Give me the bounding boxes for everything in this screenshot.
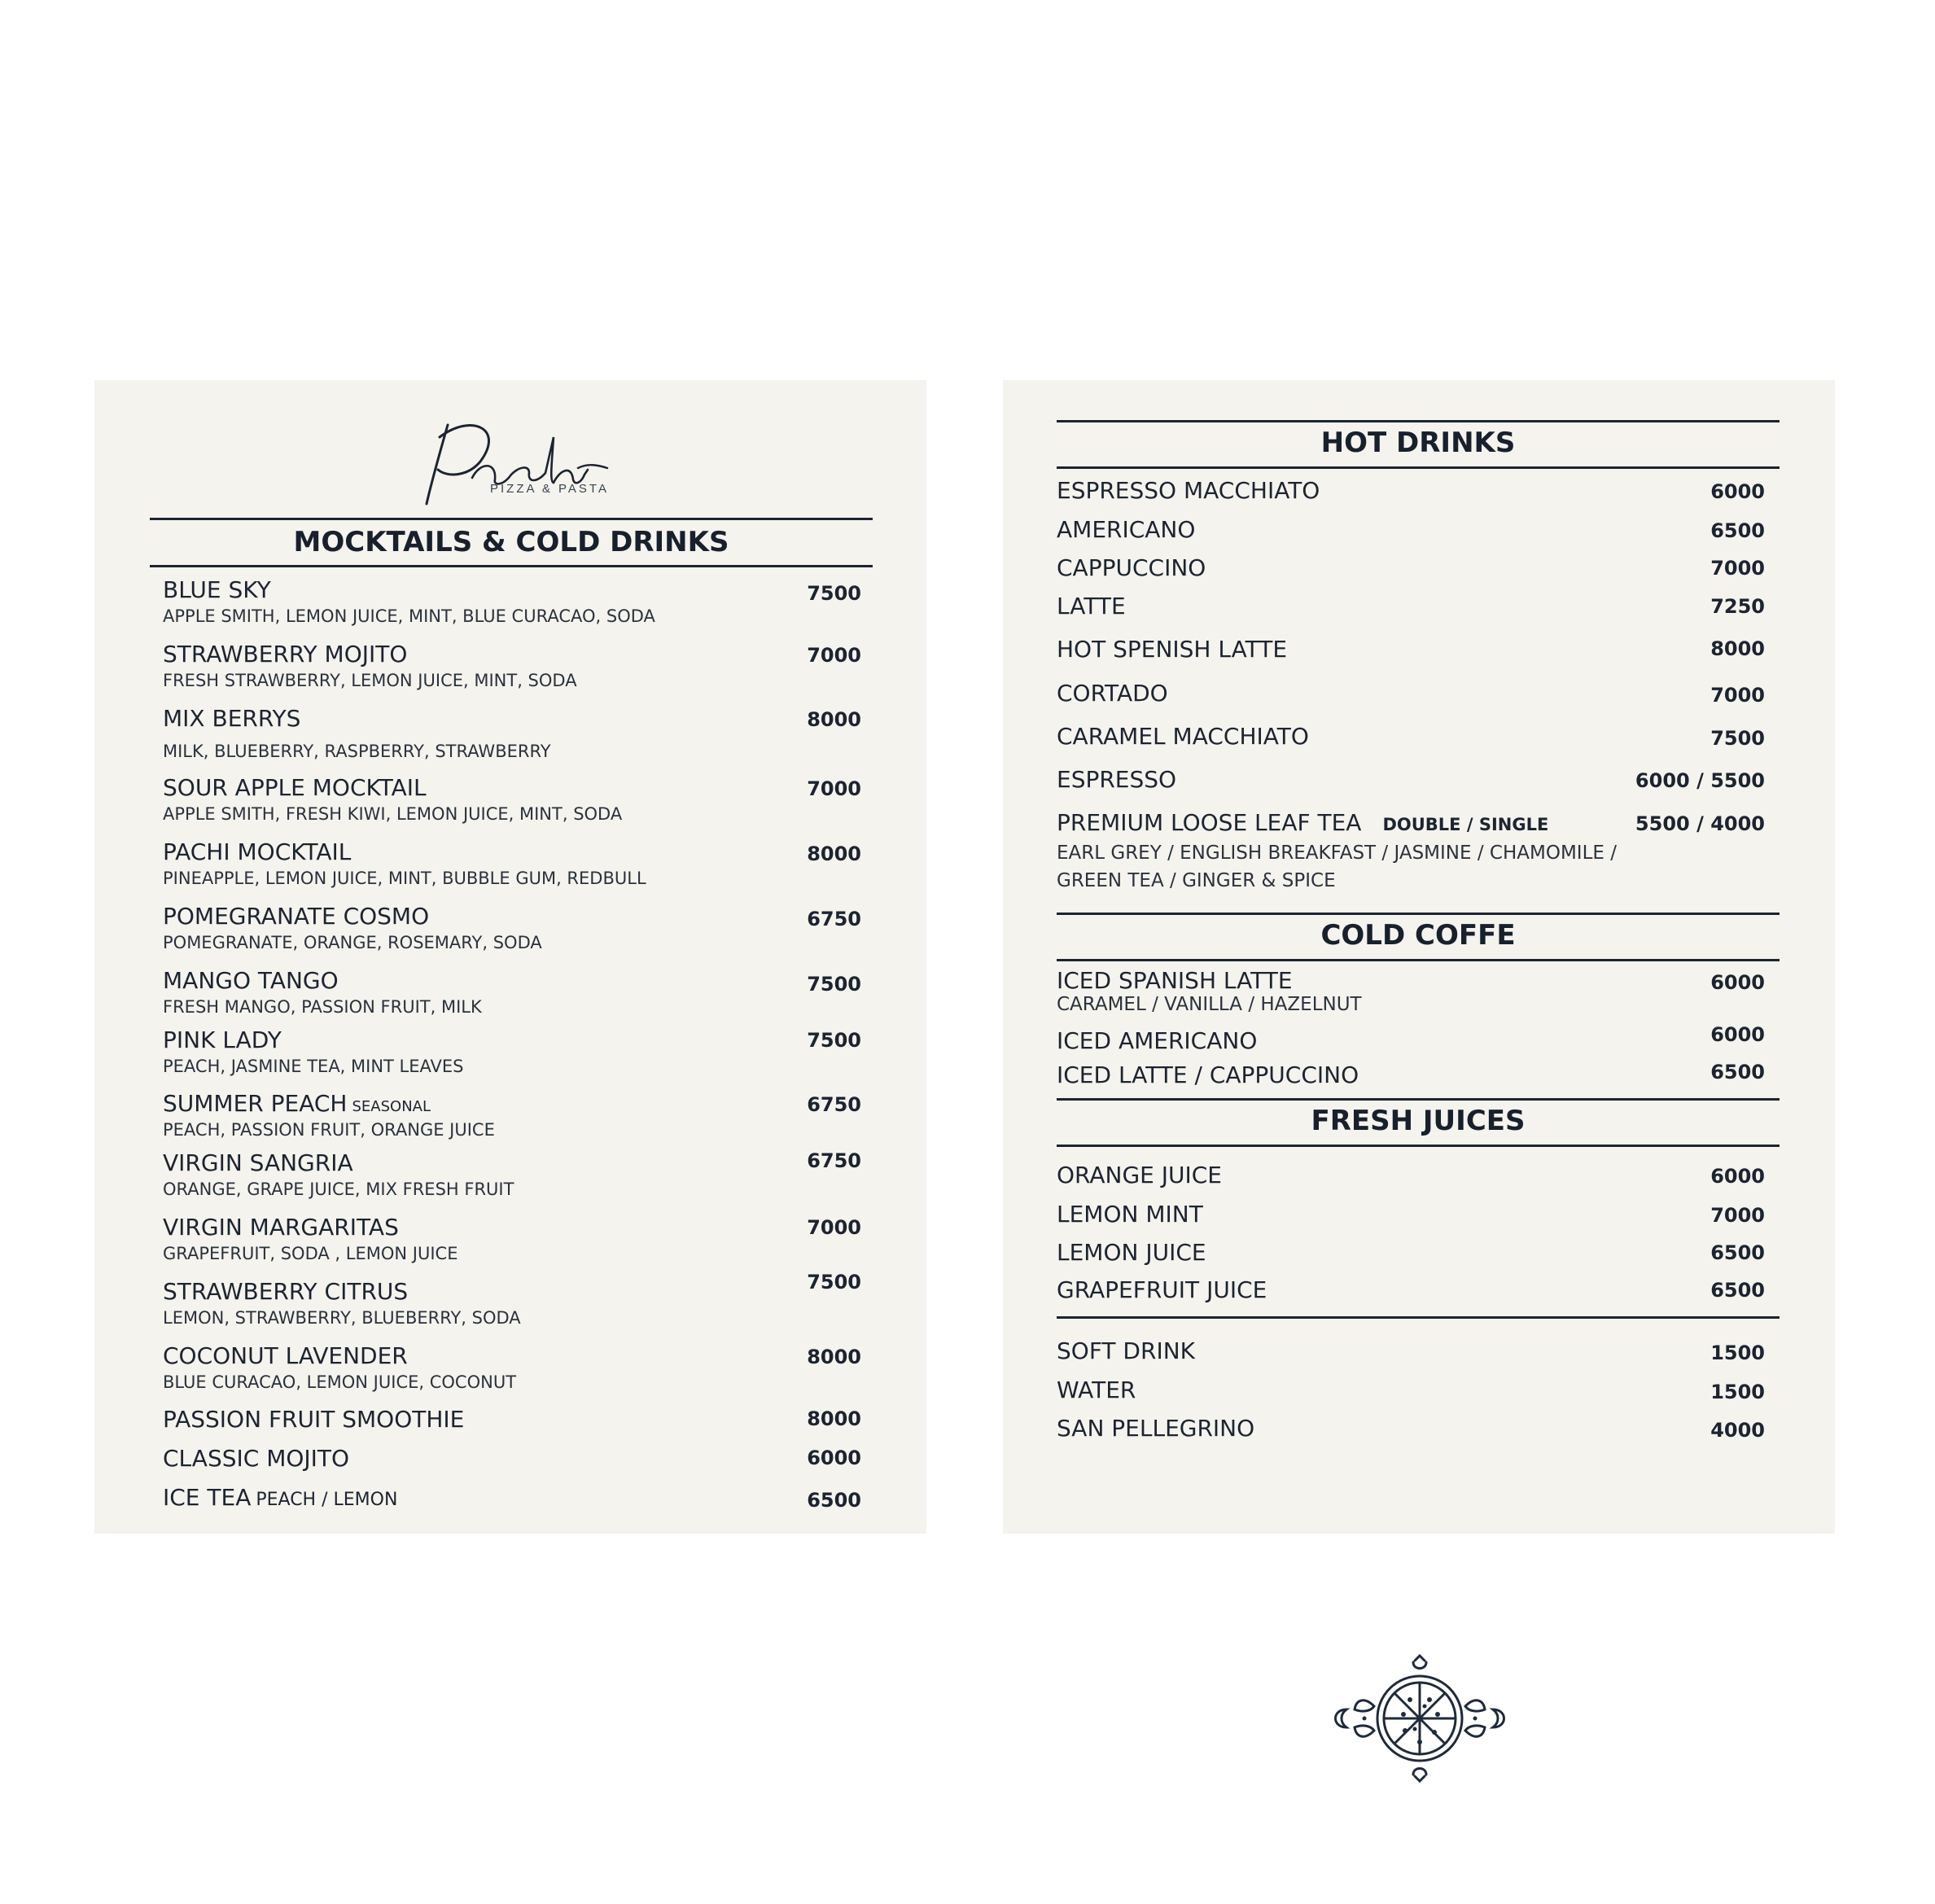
item-price: 6500 [1710,519,1765,542]
item-price: 6750 [807,908,861,930]
menu-item: COCONUT LAVENDER BLUE CURACAO, LEMON JUICE, COCONUT [163,1342,517,1392]
section-title-mocktails: MOCKTAILS & COLD DRINKS [293,526,729,558]
item-price: 5500 / 4000 [1635,812,1765,835]
item-price: 7000 [807,644,861,667]
menu-item: SOUR APPLE MOCKTAIL APPLE SMITH, FRESH KIWI, LEMON JUICE, MINT, SODA [163,774,623,824]
item-price: 4000 [1710,1419,1765,1442]
item-price: 6000 [1710,480,1765,503]
pizza-ornament-icon [1324,1652,1516,1784]
menu-item: ICED AMERICANO [1057,1027,1258,1054]
menu-item: SUMMER PEACH SEASONAL PEACH, PASSION FRUIT, ORANGE JUICE [163,1090,495,1140]
menu-item: MANGO TANGO FRESH MANGO, PASSION FRUIT, MILK [163,967,482,1017]
menu-item: VIRGIN MARGARITAS GRAPEFRUIT, SODA , LEMON JUICE [163,1214,458,1263]
item-price: 6000 [1710,971,1765,994]
item-price: 7500 [807,973,861,996]
menu-item: CARAMEL MACCHIATO [1057,723,1309,750]
item-price: 8000 [807,843,861,865]
divider-title-bottom [150,565,873,567]
item-price: 7000 [1710,684,1765,707]
item-price: 6500 [807,1489,861,1512]
item-price: 6000 / 5500 [1635,769,1765,792]
divider-other-top [1057,1316,1780,1319]
item-price: 8000 [807,1346,861,1368]
section-title-fresh-juices: FRESH JUICES [1311,1105,1526,1137]
divider-juices-top [1057,1098,1780,1101]
item-price: 7500 [1710,727,1765,750]
item-price: 7000 [1710,557,1765,580]
seasonal-note: SEASONAL [352,1098,431,1115]
menu-item: SOFT DRINK [1057,1337,1196,1364]
item-price: 7500 [807,582,861,605]
divider-juices-bottom [1057,1145,1780,1147]
divider-cold-top [1057,913,1780,915]
menu-item: CORTADO [1057,680,1168,707]
tea-varieties: EARL GREY / ENGLISH BREAKFAST / JASMINE / CHAMOMILE / [1057,843,1617,864]
menu-item: ESPRESSO [1057,766,1177,793]
section-title-cold-coffee: COLD COFFE [1320,919,1516,952]
menu-item: LATTE [1057,593,1126,619]
menu-item: STRAWBERRY CITRUS LEMON, STRAWBERRY, BLUEBERRY, SODA [163,1278,521,1328]
item-price: 6500 [1710,1241,1765,1264]
item-price: 6500 [1710,1061,1765,1083]
item-price: 8000 [807,708,861,731]
item-price: 7000 [807,777,861,800]
menu-panel-left [94,380,926,1534]
item-price: 8000 [807,1407,861,1430]
menu-item: PINK LADY PEACH, JASMINE TEA, MINT LEAVES [163,1026,464,1076]
menu-panel-right [1003,380,1835,1534]
brand-tagline: PIZZA & PASTA [490,482,609,496]
divider-hot-bottom [1057,466,1780,469]
section-title-hot-drinks: HOT DRINKS [1320,427,1516,459]
item-price: 6000 [1710,1023,1765,1046]
menu-item: ICED LATTE / CAPPUCCINO [1057,1061,1359,1088]
menu-item: CLASSIC MOJITO [163,1445,350,1472]
menu-item: MIX BERRYS MILK, BLUEBERRY, RASPBERRY, STRAWBERRY [163,705,551,761]
divider-hot-top [1057,420,1780,422]
menu-item: ORANGE JUICE [1057,1162,1222,1188]
divider-cold-bottom [1057,959,1780,961]
menu-item: CAPPUCCINO [1057,554,1206,581]
item-price: 6000 [1710,1165,1765,1188]
menu-item: ICED SPANISH LATTE CARAMEL / VANILLA / HAZELNUT [1057,967,1362,1015]
item-price: 1500 [1710,1342,1765,1364]
menu-item: WATER [1057,1377,1136,1403]
item-price: 1500 [1710,1381,1765,1403]
menu-item: STRAWBERRY MOJITO FRESH STRAWBERRY, LEMON JUICE, MINT, SODA [163,641,577,690]
tea-varieties: GREEN TEA / GINGER & SPICE [1057,870,1336,891]
menu-item: BLUE SKY APPLE SMITH, LEMON JUICE, MINT, BLUE CURACAO, SODA [163,576,655,626]
item-price: 8000 [1710,637,1765,660]
menu-item: AMERICANO [1057,516,1196,543]
menu-item: PACHI MOCKTAIL PINEAPPLE, LEMON JUICE, MINT, BUBBLE GUM, REDBULL [163,838,646,888]
item-price: 7000 [1710,1204,1765,1227]
item-price: 7500 [807,1029,861,1052]
menu-item: HOT SPENISH LATTE [1057,636,1288,663]
menu-item: PREMIUM LOOSE LEAF TEA DOUBLE / SINGLE EARL GREY / ENGLISH BREAKFAST / JASMINE / CHAMOMILE / GREEN TEA / GINGER & SPICE [1057,809,1617,891]
item-price: 6500 [1710,1279,1765,1302]
menu-item: SAN PELLEGRINO [1057,1415,1255,1442]
divider-top [150,518,873,520]
menu-item: ICE TEA PEACH / LEMON [163,1484,398,1511]
menu-item: POMEGRANATE COSMO POMEGRANATE, ORANGE, ROSEMARY, SODA [163,903,542,952]
menu-item: VIRGIN SANGRIA ORANGE, GRAPE JUICE, MIX FRESH FRUIT [163,1149,514,1199]
menu-item: LEMON JUICE [1057,1239,1206,1266]
menu-item: ESPRESSO MACCHIATO [1057,477,1320,504]
item-price: 7000 [807,1216,861,1239]
size-tag: DOUBLE / SINGLE [1382,815,1549,834]
item-price: 6750 [807,1093,861,1116]
menu-item: GRAPEFRUIT JUICE [1057,1276,1267,1303]
item-price: 6750 [807,1149,861,1172]
flavor-note: PEACH / LEMON [256,1490,398,1510]
menu-item: PASSION FRUIT SMOOTHIE [163,1406,465,1433]
item-price: 6000 [807,1447,861,1469]
item-price: 7500 [807,1271,861,1293]
item-price: 7250 [1710,595,1765,618]
menu-item: LEMON MINT [1057,1201,1203,1228]
